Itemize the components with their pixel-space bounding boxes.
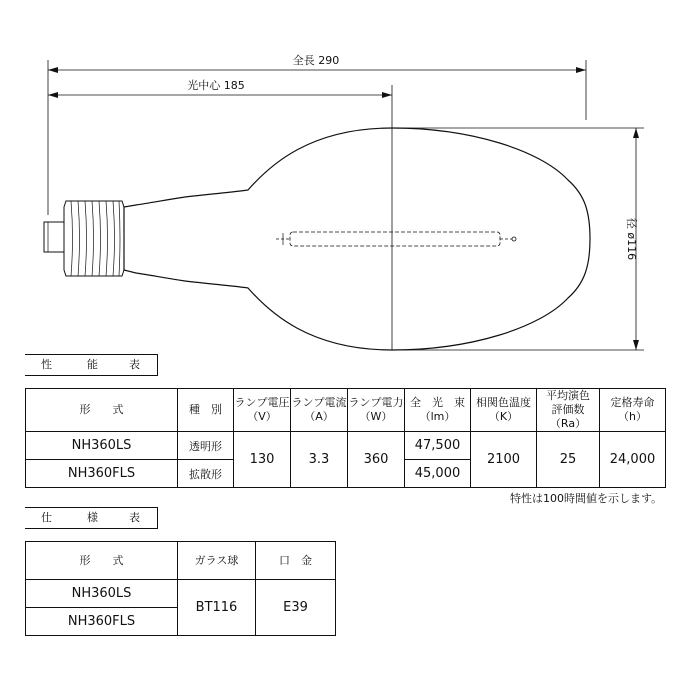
- section-char: 表: [129, 358, 140, 371]
- header-current: ランプ電流 （A）: [291, 389, 348, 432]
- header-flux: 全 光 束 （lm）: [405, 389, 471, 432]
- flux-cell: 45,000: [405, 460, 471, 488]
- specs-table: [25, 541, 336, 636]
- model-cell: NH360LS: [26, 580, 178, 608]
- header-model: 形 式: [26, 389, 178, 432]
- cct-cell: 2100: [471, 432, 537, 488]
- performance-section-label: [25, 354, 158, 376]
- base-contact: [44, 222, 64, 252]
- power-cell: 360: [348, 432, 405, 488]
- header-base: 口 金: [256, 542, 336, 580]
- cri-cell: 25: [537, 432, 600, 488]
- model-cell: NH360FLS: [26, 608, 178, 636]
- section-char: 様: [87, 511, 98, 524]
- header-model: 形 式: [26, 542, 178, 580]
- performance-note: 特性は100時間値を示します。: [510, 492, 663, 505]
- section-char: 性: [41, 358, 52, 371]
- performance-table: [25, 388, 666, 488]
- overall-length-label: 全長 290: [292, 54, 340, 67]
- section-char: 能: [87, 358, 98, 371]
- model-cell: NH360LS: [26, 432, 178, 460]
- table-row: [26, 580, 336, 608]
- header-life: 定格寿命 （h）: [600, 389, 666, 432]
- voltage-cell: 130: [234, 432, 291, 488]
- section-char: 仕: [41, 511, 52, 524]
- header-cct: 相関色温度 （K）: [471, 389, 537, 432]
- header-voltage: ランプ電圧 （V）: [234, 389, 291, 432]
- model-cell: NH360FLS: [26, 460, 178, 488]
- screw-threads: [71, 201, 120, 276]
- flux-cell: 47,500: [405, 432, 471, 460]
- table-row: [26, 432, 666, 460]
- header-power: ランプ電力 （W）: [348, 389, 405, 432]
- life-cell: 24,000: [600, 432, 666, 488]
- bulb-outline: [124, 128, 590, 350]
- header-cri: 平均演色 評価数（Ra）: [537, 389, 600, 432]
- specs-section-label: [25, 507, 158, 529]
- section-char: 表: [129, 511, 140, 524]
- base-cell: E39: [256, 580, 336, 636]
- arc-tube: [290, 232, 500, 246]
- current-cell: 3.3: [291, 432, 348, 488]
- light-center-label: 光中心 185: [187, 79, 245, 92]
- header-glass: ガラス球: [178, 542, 256, 580]
- header-type: 種 別: [178, 389, 234, 432]
- screw-base: [64, 201, 124, 276]
- type-cell: 透明形: [178, 432, 234, 460]
- type-cell: 拡散形: [178, 460, 234, 488]
- glass-cell: BT116: [178, 580, 256, 636]
- diameter-label: 径 ø116: [625, 217, 638, 261]
